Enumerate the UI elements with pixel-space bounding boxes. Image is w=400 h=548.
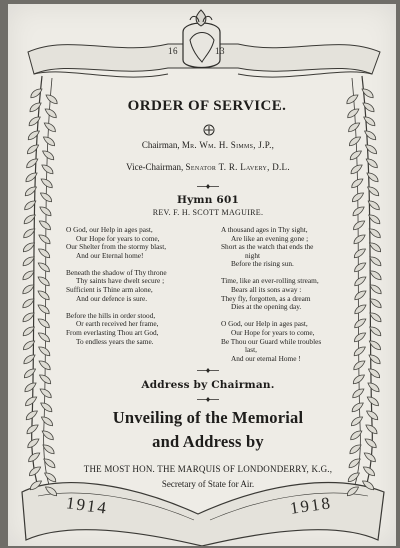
address-by-heading: and Address by <box>152 432 264 451</box>
hymn-stanza: A thousand ages in Thy sight, Are like an evening gone ; Short as the watch that ends the night Before the rising sun. <box>221 225 314 269</box>
speaker-name: THE MOST HON. THE MARQUIS OF LONDONDERRY, K.G., <box>83 464 333 474</box>
divider-ornament <box>197 184 219 189</box>
unveiling-heading: Unveiling of the Memorial <box>112 408 304 427</box>
divider-ornament <box>197 397 219 402</box>
divider-ornament <box>197 368 219 373</box>
chairman-line <box>48 140 368 150</box>
hymn-stanza: O God, our Help in ages past, Our Hope for years to come, Our Shelter from the stormy blast, And our Eternal home! <box>66 225 167 260</box>
crest-digits-right: 13 <box>215 46 225 56</box>
hymn-minister: REV. F. H. SCOTT MAGUIRE. <box>152 208 264 217</box>
address-heading: Address by Chairman. <box>141 379 275 391</box>
hymn-stanza: Beneath the shadow of Thy throne Thy saints have dwelt secure ; Sufficient is Thine arm alone, And our defence is sure. <box>66 267 167 303</box>
hymn-heading: Hymn 601 <box>177 194 239 206</box>
hymn-stanza: Time, like an ever-rolling stream, Bears all its sons away : They fly, forgotten, as a dream Dies at the opening day. <box>221 276 319 312</box>
crest-digits-left: 16 <box>168 46 178 56</box>
banner-year-left: 1914 <box>64 493 110 518</box>
chairman-name: Mr. Wm. H. Simms, J.P., <box>181 140 275 150</box>
program-page <box>8 4 396 546</box>
vice-chairman-role: Vice-Chairman, <box>126 162 184 172</box>
hymn-stanza: O God, our Help in ages past, Our Hope for years to come, Be Thou our Guard while troubles last, And our eternal Home ! <box>221 319 322 363</box>
clover-ornament-icon <box>203 124 215 136</box>
hymn-stanza: Before the hills in order stood, Or earth received her frame, From everlasting Thou art God, To endless years the same. <box>66 310 159 346</box>
vice-chairman-line <box>48 162 368 172</box>
hymn-verses-left <box>66 226 206 355</box>
crest-emblem <box>183 10 220 68</box>
banner-year-right: 1918 <box>288 493 334 518</box>
page-title: ORDER OF SERVICE. <box>127 98 287 114</box>
vice-chairman-name: Senator T. R. Lavery, D.L. <box>185 162 290 172</box>
chairman-role: Chairman, <box>141 140 180 150</box>
hymn-verses-right <box>221 226 361 372</box>
speaker-office: Secretary of State for Air. <box>161 479 255 489</box>
